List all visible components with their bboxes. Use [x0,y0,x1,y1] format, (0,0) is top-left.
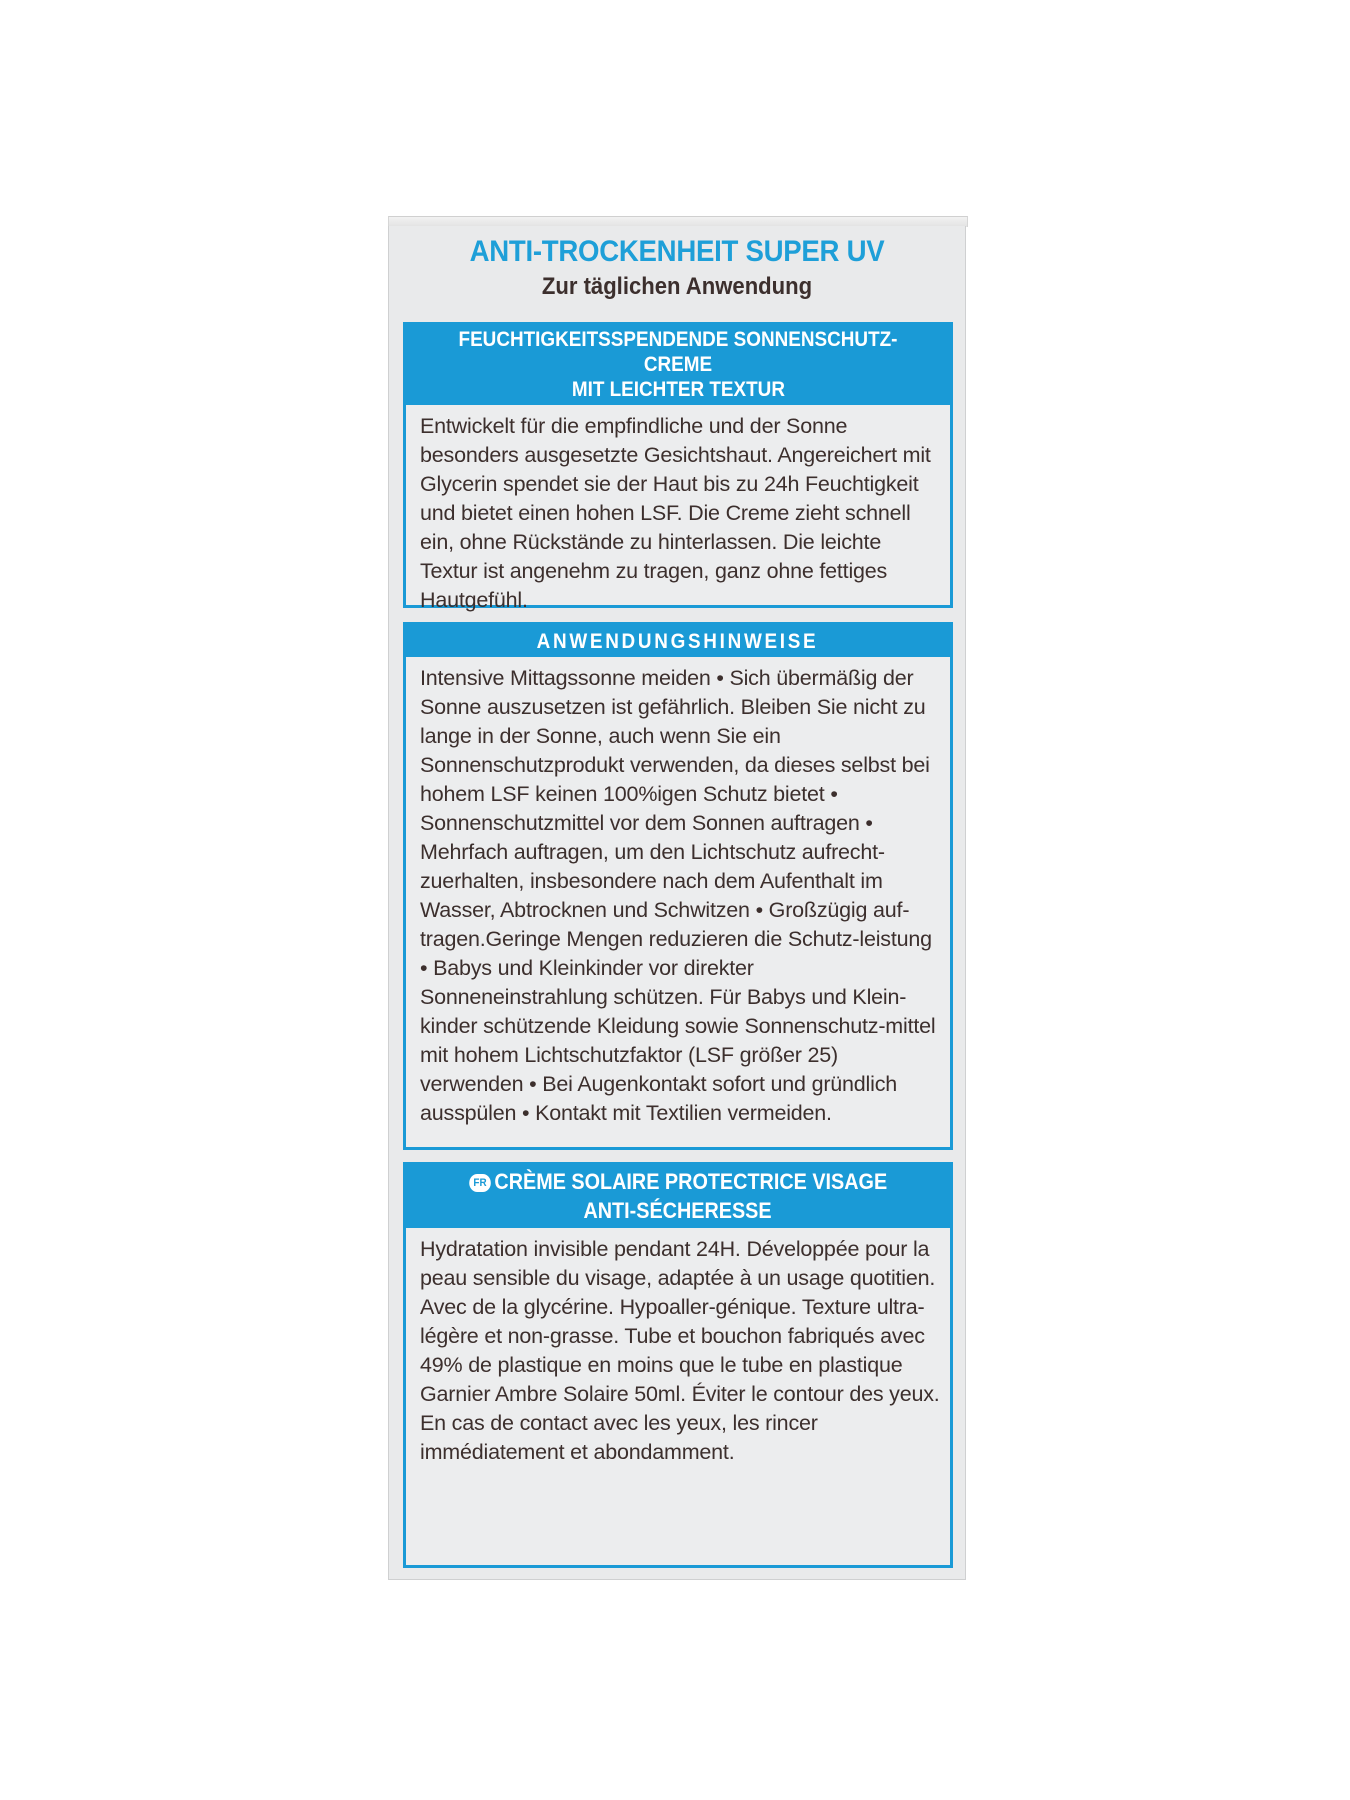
section-description-title-line1: FEUCHTIGKEITSSPENDENDE SONNENSCHUTZ-CREME [458,328,898,376]
section-usage-header [406,625,950,657]
section-description-body: Entwickelt für die empfindliche und der Sonne besonders ausgesetzte Gesichtshaut. Angereichert mit Glycerin spendet sie der Haut bis zu 24h Feuchtigkeit und bietet einen hohen LSF. Die Creme zieht schnell ein, ohne Rückstände zu hinterlassen. Die leichte Textur ist angenehm zu tragen, ganz ohne fettiges Hautgefühl. [420,414,931,612]
section-description-de [403,322,953,612]
section-description-header [406,325,950,405]
product-subtitle: Zur täglichen Anwendung [541,273,813,300]
section-description-title-line2: MIT LEICHTER TEXTUR [571,378,785,401]
section-fr-title-line1: CRÈME SOLAIRE PROTECTRICE VISAGE [494,1169,887,1194]
package-back-panel [388,226,966,1580]
section-fr-body: Hydratation invisible pendant 24H. Développée pour la peau sensible du visage, adaptée à un usage quotitien. Avec de la glycérine. Hypoaller-génique. Texture ultra-légère et non-grasse. Tube et bouchon fabriqués avec 49% de plastique en moins que le tube en plastique Garnier Ambre Solaire 50ml. Éviter le contour des yeux. En cas de contact avec les yeux, les rincer immédiatement et abondamment. [420,1237,940,1464]
section-fr-header [406,1165,950,1228]
section-description-fr [403,1162,953,1568]
section-usage-title: ANWENDUNGSHINWEISE [537,630,819,653]
section-usage-de [403,622,953,1150]
language-fr-badge-icon: FR [469,1174,491,1192]
section-fr-title-line2: ANTI-SÉCHERESSE [583,1198,773,1223]
product-title: ANTI-TROCKENHEIT SUPER UV [469,235,885,268]
section-usage-body: Intensive Mittagssonne meiden • Sich übermäßig der Sonne auszusetzen ist gefährlich. Bleiben Sie nicht zu lange in der Sonne, auch wenn Sie ein Sonnenschutzprodukt verwenden, da dieses selbst bei hohem LSF keinen 100%igen Schutz bietet • Sonnenschutzmittel vor dem Sonnen auftragen • Mehrfach auftragen, um den Lichtschutz aufrecht-zuerhalten, insbesondere nach dem Aufenthalt im Wasser, Abtrocknen und Schwitzen • Großzügig auf-tragen.Geringe Mengen reduzieren die Schutz-leistung • Babys und Kleinkinder vor direkter Sonneneinstrahlung schützen. Für Babys und Klein-kinder schützende Kleidung sowie Sonnenschutz-mittel mit hohem Lichtschutzfaktor (LSF größer 25) verwenden • Bei Augenkontakt sofort und gründlich ausspülen • Kontakt mit Textilien vermeiden. [420,666,936,1125]
